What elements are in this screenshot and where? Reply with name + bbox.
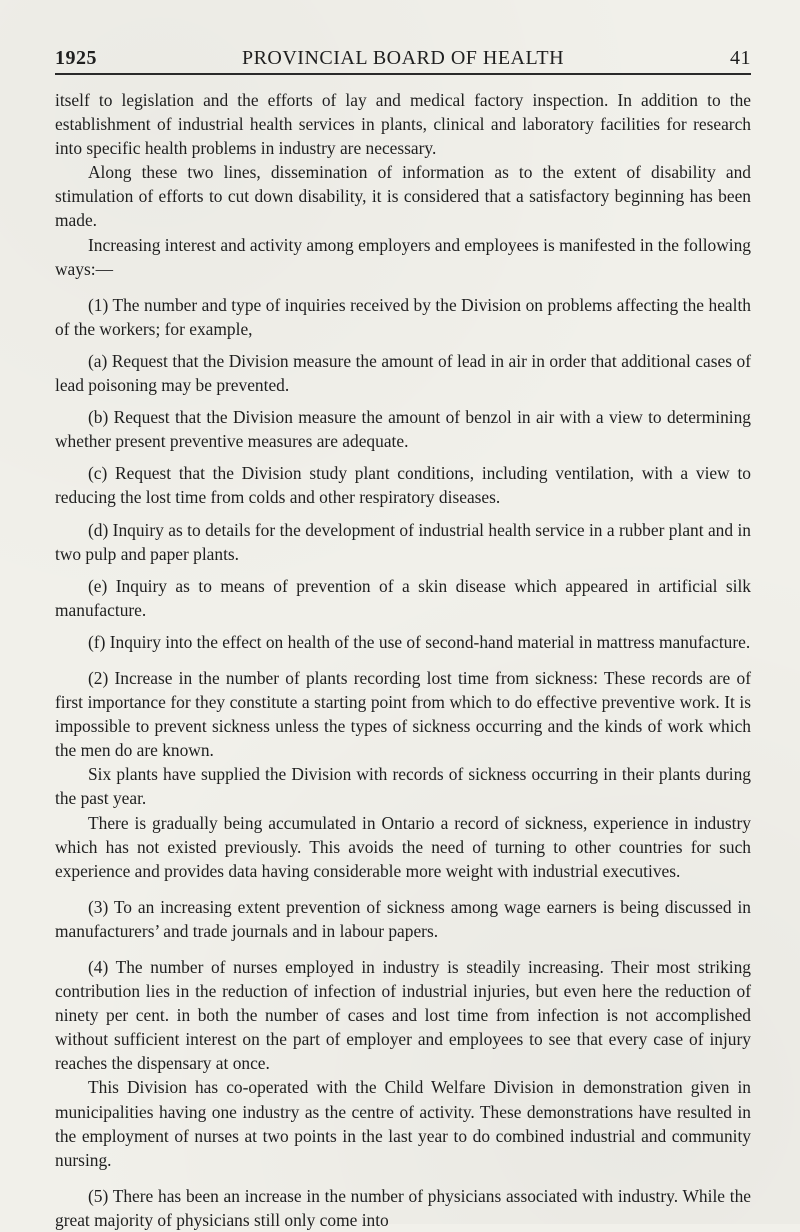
list-item: (4) The number of nurses employed in industry is steadily increasing. Their most striking contribution lies in the reduction of infection of industrial injuries, but even here the reduction of ninety per cent. in both the number of cases and lost time from infection is not accomplished without sufficient interest on the part of employer and employees to see that every case of injury reaches the dispensary at once. <box>55 957 751 1074</box>
paragraph: itself to legislation and the efforts of lay and medical factory inspection. In addition to the establishment of industrial health services in plants, clinical and laboratory facilities for research into specific health problems in industry are necessary. <box>55 90 751 159</box>
list-item: (2) Increase in the number of plants recording lost time from sickness: These records are of first importance for they constitute a starting point from which to do effective preventive work. It is impossible to prevent sickness unless the types of sickness occurring and the kinds of work which the men do are known. <box>55 667 751 761</box>
list-subitem: (e) Inquiry as to means of prevention of a skin disease which appeared in artificial silk manufacture. <box>55 575 751 620</box>
list-item: (5) There has been an increase in the number of physicians associated with industry. While the great majority of physicians still only come into <box>55 1185 751 1230</box>
paragraph: There is gradually being accumulated in Ontario a record of sickness, experience in industry which has not existed previously. This avoids the need of turning to other countries for such experience and provides data having considerable more weight with industrial executives. <box>55 812 751 881</box>
list-subitem: (b) Request that the Division measure the amount of benzol in air with a view to determining whether present preventive measures are adequate. <box>55 407 751 452</box>
list-subitem: (a) Request that the Division measure the amount of lead in air in order that additional cases of lead poisoning may be prevented. <box>55 350 751 396</box>
paragraph: This Division has co-operated with the Child Welfare Division in demonstration given in municipalities having one industry as the centre of activity. These demonstrations have resulted in the employment of nurses at two points in the last year to do combined industrial and community nursing. <box>55 1077 751 1170</box>
list-item: (3) To an increasing extent prevention of sickness among wage earners is being discussed in manufacturers’ and trade journals and in labour papers. <box>55 896 751 941</box>
list-subitem: (d) Inquiry as to details for the development of industrial health service in a rubber plant and in two pulp and paper plants. <box>55 519 751 564</box>
paragraph: Along these two lines, dissemination of information as to the extent of disability and stimulation of efforts to cut down disability, it is considered that a satisfactory beginning has been made. <box>55 162 751 231</box>
header-title: PROVINCIAL BOARD OF HEALTH <box>241 47 565 69</box>
list-item: (1) The number and type of inquiries received by the Division on problems affecting the health of the workers; for example, <box>55 294 751 339</box>
paragraph: Six plants have supplied the Division with records of sickness occurring in their plants during the past year. <box>55 764 751 809</box>
running-header <box>55 47 751 75</box>
list-subitem: (c) Request that the Division study plant conditions, including ventilation, with a view to reducing the lost time from colds and other respiratory diseases. <box>55 463 751 508</box>
page-number: 41 <box>730 47 751 69</box>
paragraph: Increasing interest and activity among employers and employees is manifested in the following ways:— <box>55 234 751 279</box>
list-subitem: (f) Inquiry into the effect on health of the use of second-hand material in mattress manufacture. <box>88 631 751 652</box>
body-text <box>55 88 751 1232</box>
header-year: 1925 <box>55 47 97 69</box>
